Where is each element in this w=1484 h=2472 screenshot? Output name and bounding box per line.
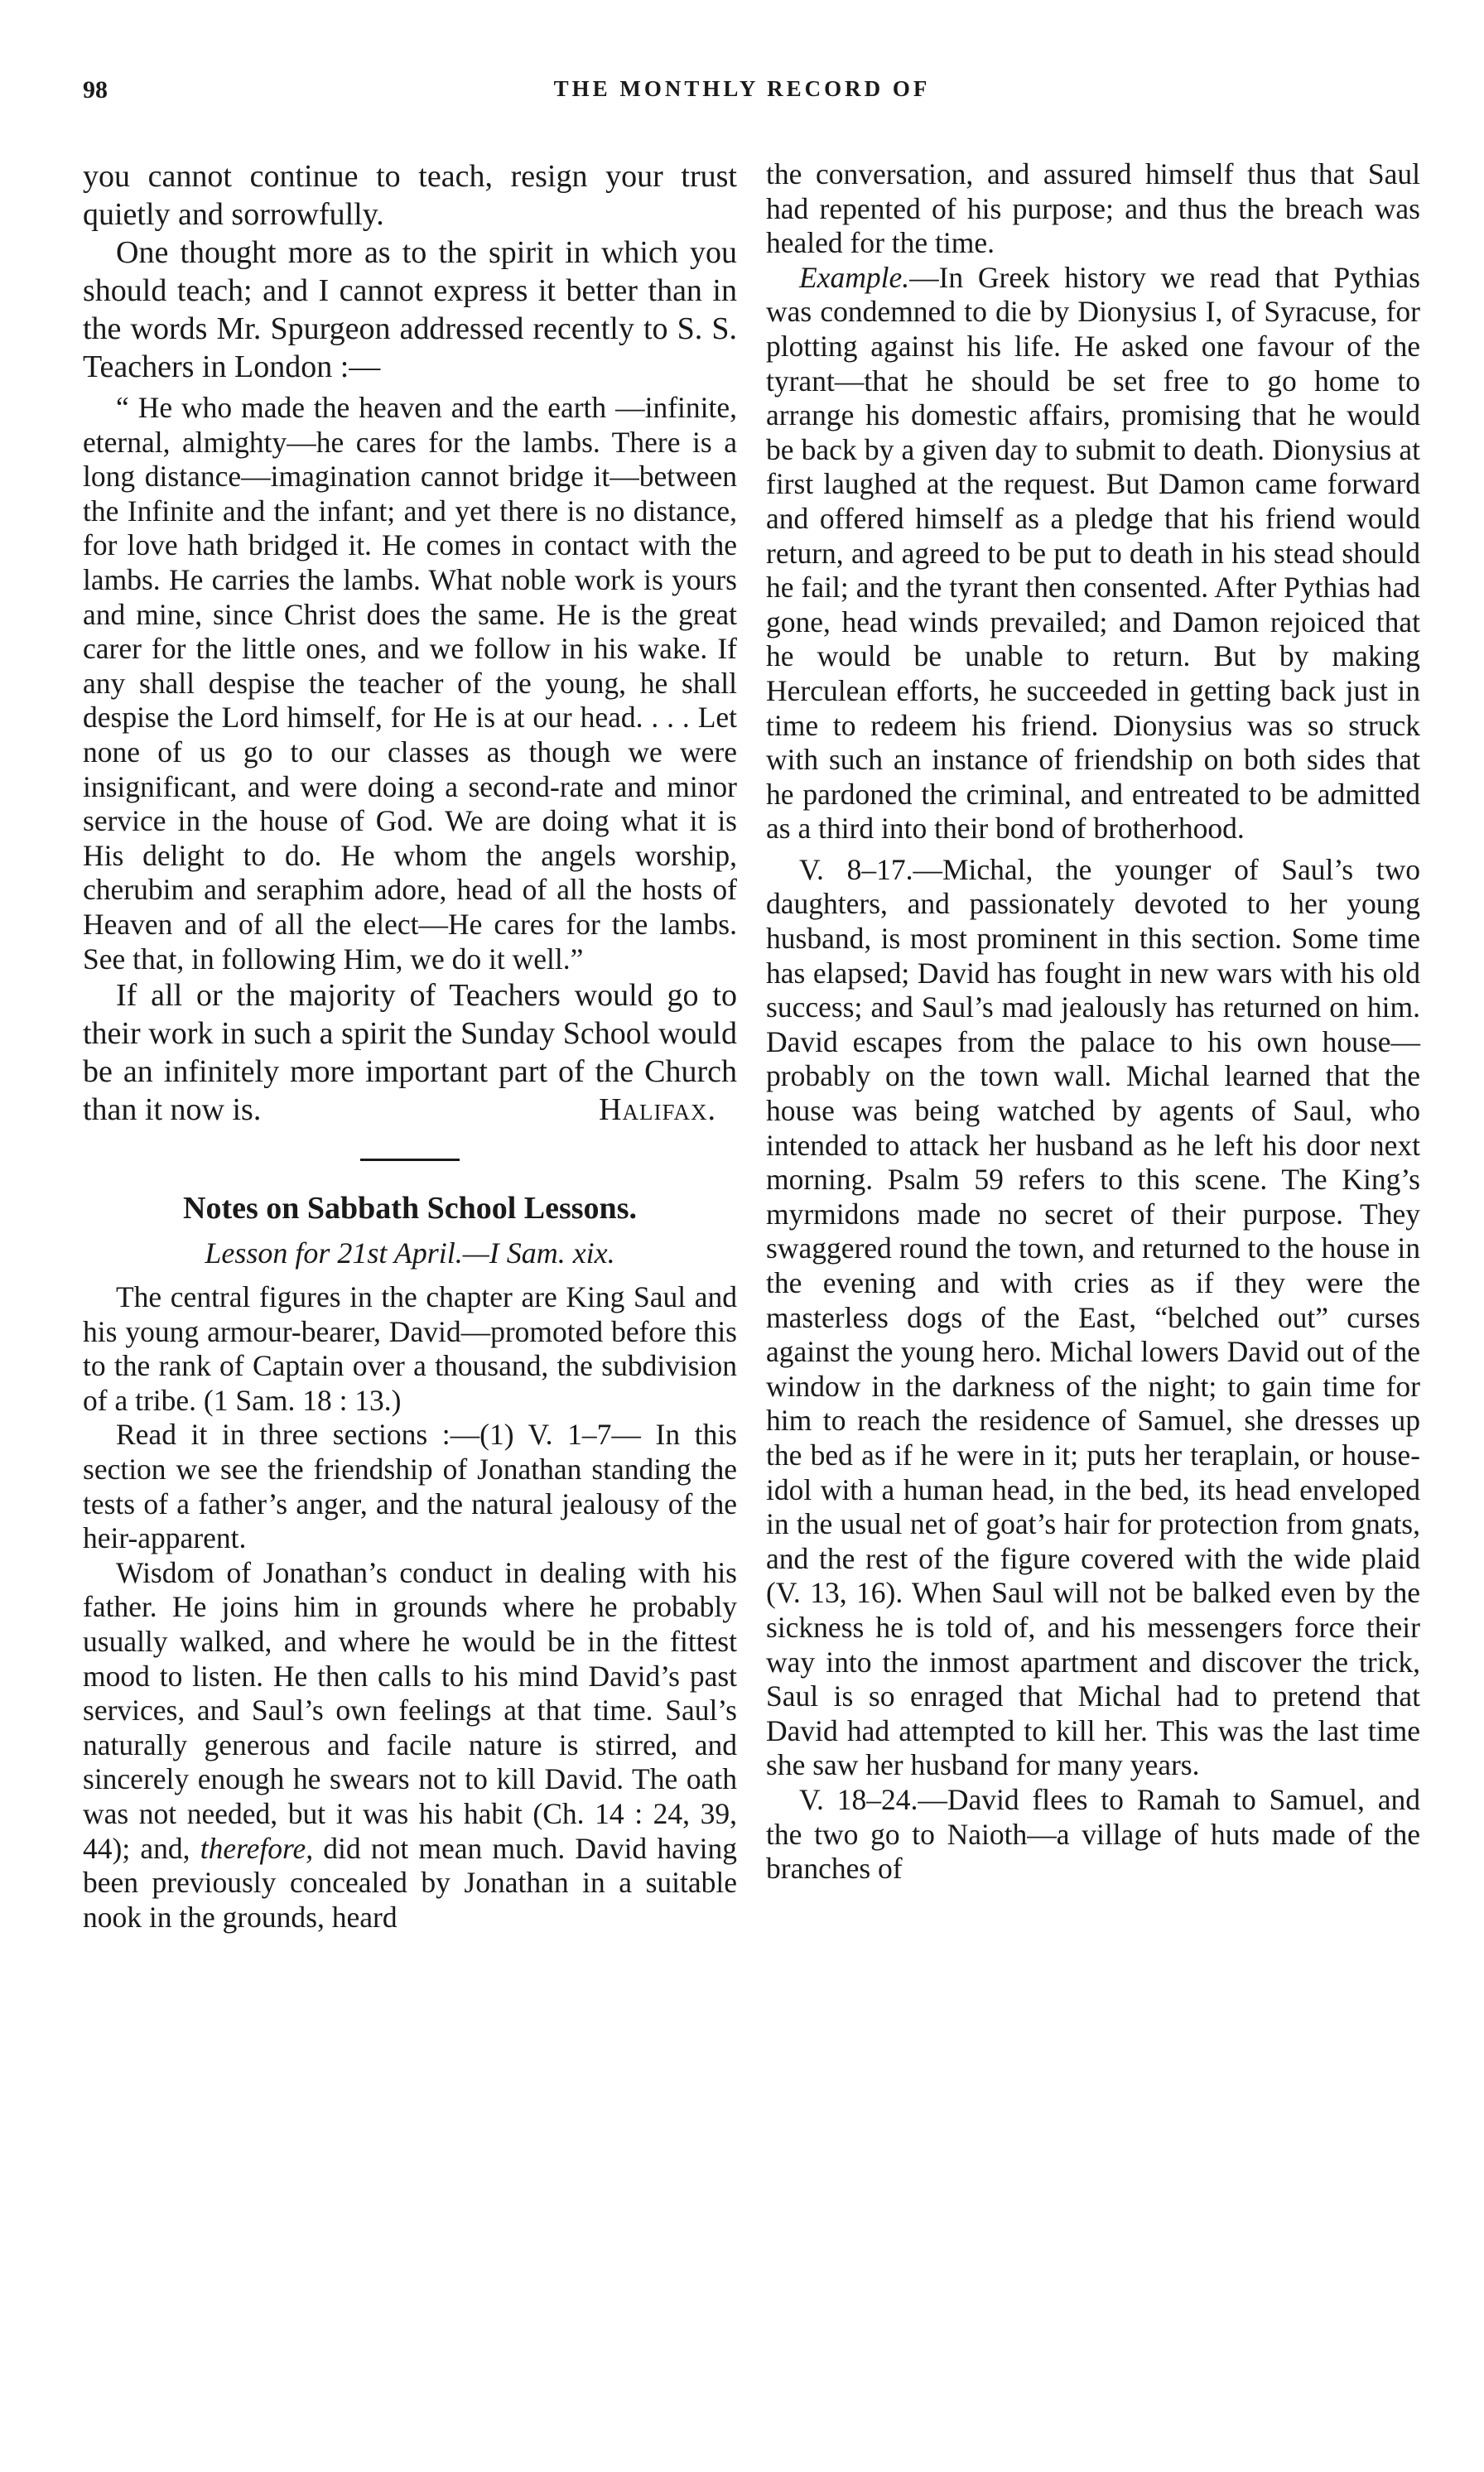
page-number: 98	[83, 76, 108, 104]
paragraph: Read it in three sections :—(1) V. 1–7— In this section we see the friendship of Jonathan standing the tests of a father’s anger, and the natural jealousy of the heir-apparent.	[83, 1418, 737, 1555]
paragraph-text: did not mean much. David having been previously concealed by Jonathan in a suitable nook in the grounds, heard	[83, 1831, 737, 1934]
paragraph-text: If all or the majority of Teachers would go to their work in such a spirit the Sunday School would be an infinitely more important part of the Church than it now is.	[83, 978, 737, 1128]
paragraph: V. 18–24.—David flees to Ramah to Samuel, and the two go to Naioth—a village of huts made of the branches of	[766, 1782, 1420, 1886]
section-divider	[360, 1159, 460, 1161]
emphasis-text: therefore,	[200, 1831, 314, 1865]
running-head	[83, 76, 1401, 109]
emphasis-text: Example.	[799, 260, 910, 294]
paragraph: you cannot continue to teach, resign your trust quietly and sorrowfully.	[83, 159, 737, 232]
paragraph: V. 8–17.—Michal, the younger of Saul’s two daughters, and passionately devoted to her young husband, is most prominent in this section. Some time has elapsed; David has fought in new wars with his old success; and Saul’s mad jealously has returned on him. David escapes from the palace to his own house—probably on the town wall. Michal learned that the house was being watched by agents of Saul, who intended to attack her husband as he left his door next morning. Psalm 59 refers to this scene. The King’s myrmidons made no secret of their purpose. They swaggered round the town, and returned to the house in the evening and with cries as if they were the masterless dogs of the East, “belched out” curses against the young hero. Michal lowers David out of the window in the darkness of the night; to gain time for him to reach the residence of Samuel, she dresses up the bed as if he were in it; puts her teraplain, or house-idol with a human head, in the bed, its head enveloped in the usual net of goat’s hair for protection from gnats, and the rest of the figure covered with the wide plaid (V. 13, 16). When Saul will not be balked even by the sickness he is told of, and his messengers force their way into the inmost apartment and discover the trick, Saul is so enraged that Michal had to pretend that David had attempted to kill her. This was the last time she saw her husband for many years.	[766, 852, 1420, 1782]
running-title: THE MONTHLY RECORD OF	[553, 76, 931, 101]
lesson-subheading: Lesson for 21st April.—I Sam. xix.	[205, 1236, 615, 1270]
paragraph-text: —In Greek history we read that Pythias was condemned to die by Dionysius I, of Syracuse, for plotting against his life. He asked one favour of the tyrant—that he should be set free to go home to arrange his domestic affairs, promising that he would be back by a given day to submit to death. Dionysius at first laughed at the request. But Damon came forward and offered himself as a pledge that his friend would return, and agreed to be put to death in his stead should he fail; and the tyrant then consented. After Pythias had gone, head winds prevailed; and Damon rejoiced that he would be unable to return. But by making Herculean efforts, he succeeded in getting back just in time to redeem his friend. Dionysius was so struck with such an instance of friendship on both sides that he pardoned the criminal, and entreated to be admitted as a third into their bond of brotherhood.	[766, 260, 1420, 846]
paragraph-text: Wisdom of Jonathan’s conduct in dealing with his father. He joins him in grounds where he probably usually walked, and where he would be in the fittest mood to listen. He then calls to his mind David’s past services, and Saul’s own feelings at that time. Saul’s naturally generous and facile nature is stirred, and sincerely enough he swears not to kill David. The oath was not needed, but it was his habit (Ch. 14 : 24, 39, 44); and,	[83, 1555, 737, 1865]
paragraph: One thought more as to the spirit in which you should teach; and I cannot express it better than in the words Mr. Spurgeon addressed recently to S. S. Teachers in London :—	[83, 235, 737, 384]
left-column	[83, 157, 737, 1935]
paragraph: the conversation, and assured himself thus that Saul had repented of his purpose; and thus the breach was healed for the time.	[766, 157, 1420, 260]
paragraph: The central figures in the chapter are King Saul and his young armour-bearer, David—promoted before this to the rank of Captain over a thousand, the subdivision of a tribe. (1 Sam. 18 : 13.)	[83, 1280, 737, 1417]
paragraph	[766, 261, 1420, 846]
paragraph	[83, 1556, 737, 1935]
section-heading: Notes on Sabbath School Lessons.	[183, 1191, 637, 1226]
spurgeon-quote: “ He who made the heaven and the earth —infinite, eternal, almighty—he cares for the lambs. There is a long distance—imagination cannot bridge it—between the Infinite and the infant; and yet there is no distance, for love hath bridged it. He comes in contact with the lambs. He carries the lambs. What noble work is yours and mine, since Christ does the same. He is the great carer for the little ones, and we follow in his wake. If any shall despise the teacher of the young, he shall despise the Lord himself, for He is at our head. . . . Let none of us go to our classes as though we were insignificant, and were doing a second-rate and minor service in the house of God. We are doing what it is His delight to do. He whom the angels worship, cherubim and seraphim adore, head of all the hosts of Heaven and of all the elect—He cares for the lambs. See that, in following Him, we do it well.”	[83, 391, 737, 976]
right-column	[766, 157, 1420, 1887]
paragraph	[83, 976, 737, 1129]
signature: Halifax.	[599, 1092, 716, 1128]
